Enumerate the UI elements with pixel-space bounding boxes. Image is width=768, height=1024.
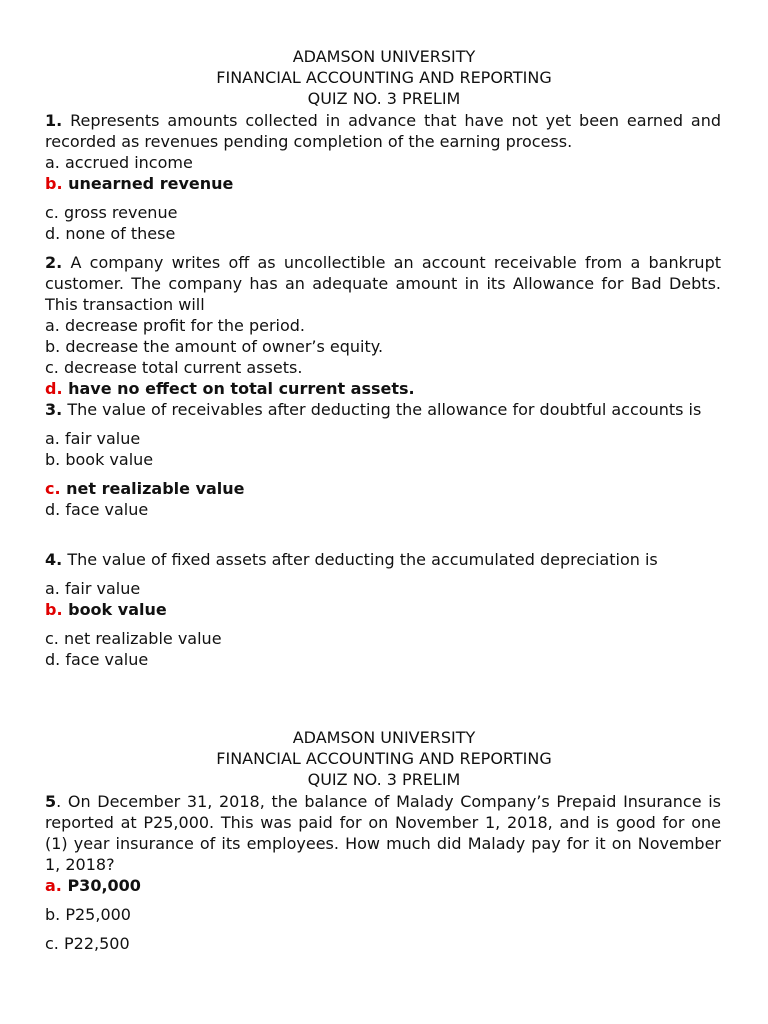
quiz-title: QUIZ NO. 3 PRELIM	[307, 89, 461, 108]
option-a: a. fair value	[45, 579, 141, 598]
question-text: The value of receivables after deducting the allowance for doubtful accounts is	[67, 400, 702, 419]
option-c: c. P22,500	[45, 934, 130, 953]
question-4	[45, 549, 721, 670]
option-b: b. P25,000	[45, 905, 131, 924]
question-text: Represents amounts collected in advance that have not yet been earned and recorded as revenues pending completion of the earning process.	[45, 111, 721, 151]
question-2	[45, 252, 721, 399]
answer-letter: d.	[45, 379, 63, 398]
quiz-header	[0, 727, 768, 790]
option-b-correct: b. unearned revenue	[45, 174, 234, 193]
course-title: FINANCIAL ACCOUNTING AND REPORTING	[216, 68, 552, 87]
question-number: 3.	[45, 400, 63, 419]
option-a: a. accrued income	[45, 153, 193, 172]
university-name: ADAMSON UNIVERSITY	[292, 728, 476, 747]
answer-letter: a.	[45, 876, 62, 895]
course-title: FINANCIAL ACCOUNTING AND REPORTING	[216, 749, 552, 768]
quiz-title: QUIZ NO. 3 PRELIM	[307, 770, 461, 789]
question-stem	[45, 252, 721, 315]
university-name: ADAMSON UNIVERSITY	[292, 47, 476, 66]
option-c: c. gross revenue	[45, 203, 178, 222]
option-a-correct: a. P30,000	[45, 876, 141, 895]
question-number: 4.	[45, 550, 63, 569]
question-5	[45, 791, 721, 954]
answer-letter: b.	[45, 600, 63, 619]
question-text: The value of fixed assets after deducting the accumulated depreciation is	[67, 550, 658, 569]
option-d: d. face value	[45, 650, 149, 669]
question-text: A company writes off as uncollectible an account receivable from a bankrupt customer. The company has an adequate amount in its Allowance for Bad Debts. This transaction will	[45, 253, 722, 314]
question-stem	[45, 399, 721, 420]
option-a: a. decrease profit for the period.	[45, 316, 306, 335]
option-d: d. face value	[45, 500, 149, 519]
option-c: c. net realizable value	[45, 629, 222, 648]
question-stem	[45, 791, 721, 875]
question-number: 5	[45, 792, 57, 811]
option-b: b. book value	[45, 450, 154, 469]
question-stem	[45, 549, 721, 570]
question-stem	[45, 110, 721, 152]
option-d: d. none of these	[45, 224, 176, 243]
option-c-correct: c. net realizable value	[45, 479, 245, 498]
question-3	[45, 399, 721, 520]
answer-letter: c.	[45, 479, 61, 498]
option-b: b. decrease the amount of owner’s equity.	[45, 337, 384, 356]
question-number: 1.	[45, 111, 63, 130]
question-text: . On December 31, 2018, the balance of Malady Company’s Prepaid Insurance is reported at P25,000. This was paid for on November 1, 2018, and is good for one (1) year insurance of its employees. How much did Malady pay for it on November 1, 2018?	[45, 792, 721, 874]
option-c: c. decrease total current assets.	[45, 358, 303, 377]
answer-letter: b.	[45, 174, 63, 193]
option-b-correct: b. book value	[45, 600, 167, 619]
option-d-correct: d. have no effect on total current assets.	[45, 379, 415, 398]
question-1	[45, 110, 721, 244]
quiz-header	[0, 46, 768, 109]
question-number: 2.	[45, 253, 63, 272]
option-a: a. fair value	[45, 429, 141, 448]
